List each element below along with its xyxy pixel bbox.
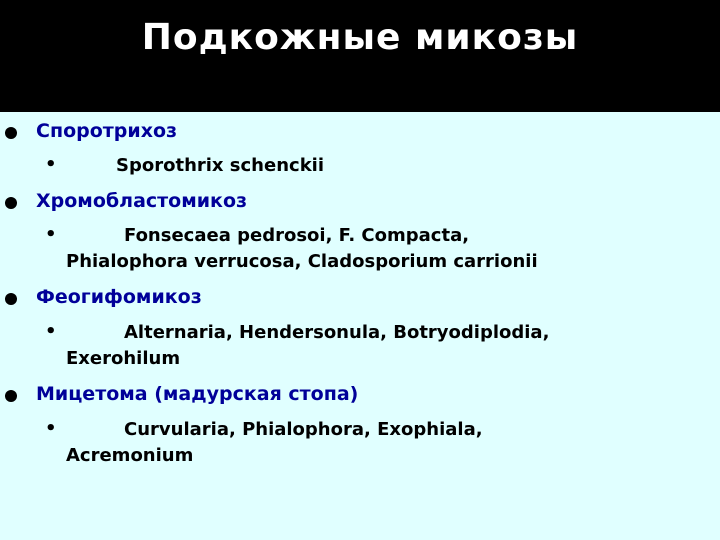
list-item-detail-cont: Exerohilum [66,348,181,369]
list-item-label: Феогифомикоз [36,286,202,308]
list-item-detail: Fonsecaea pedrosoi, F. Compacta, [124,225,470,246]
bullet-icon [5,390,17,402]
list-item-label: Мицетома (мадурская стопа) [36,383,359,405]
list-item-label: Споротрихоз [36,120,178,142]
slide-title: Подкожные микозы [141,17,579,58]
bullet-icon [5,197,17,209]
sub-bullet-icon: • [45,224,57,245]
sub-bullet-icon: • [45,418,57,439]
list-item-detail: Curvularia, Phialophora, Exophiala, [124,419,483,440]
list-item-label: Хромобластомикоз [36,190,248,212]
sub-bullet-icon: • [45,321,57,342]
list-item-detail-cont: Acremonium [66,445,194,466]
list-item-detail: Sporothrix schenckii [116,155,325,176]
sub-bullet-icon: • [45,154,57,175]
title-bar [0,0,720,112]
list-item-detail-cont: Phialophora verrucosa, Cladosporium carrionii [66,251,538,272]
bullet-icon [5,127,17,139]
list-item-detail: Alternaria, Hendersonula, Botryodiplodia, [124,322,550,343]
bullet-icon [5,293,17,305]
